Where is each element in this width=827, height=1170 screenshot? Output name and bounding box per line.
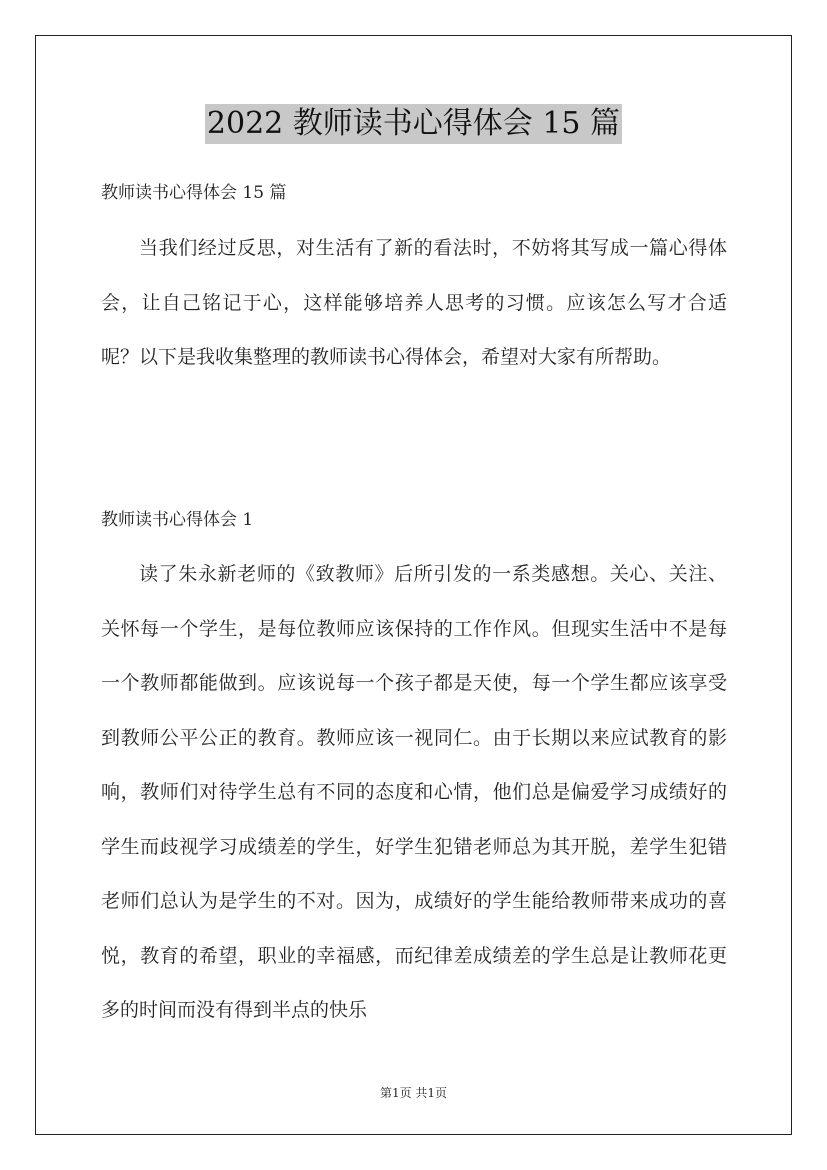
article-paragraph: 读了朱永新老师的《致教师》后所引发的一系类感想。关心、关注、关怀每一个学生，是每位教师应该保持的工作作风。但现实生活中不是每一个教师都能做到。应该说每一个孩子都是天使，每一个学生都应该享受到教师公平公正的教育。教师应该一视同仁。由于长期以来应试教育的影响，教师们对待学生总有不同的态度和心情，他们总是偏爱学习成绩好的学生而歧视学习成绩差的学生，好学生犯错老师总为其开脱，差学生犯错老师们总认为是学生的不对。因为，成绩好的学生能给教师带来成功的喜悦，教育的希望，职业的幸福感，而纪律差成绩差的学生总是让教师花更多的时间而没有得到半点的快乐	[101, 563, 727, 1021]
title-container	[0, 104, 827, 144]
document-title: 2022 教师读书心得体会 15 篇	[205, 104, 622, 144]
intro-paragraph: 当我们经过反思，对生活有了新的看法时，不妨将其写成一篇心得体会，让自己铭记于心，这样能够培养人思考的习惯。应该怎么写才合适呢？以下是我收集整理的教师读书心得体会，希望对大家有所帮助。	[101, 237, 727, 368]
article-heading: 教师读书心得体会 1	[101, 510, 254, 530]
section-heading: 教师读书心得体会 15 篇	[101, 183, 287, 203]
page-footer: 第1页 共1页	[379, 1086, 448, 1100]
